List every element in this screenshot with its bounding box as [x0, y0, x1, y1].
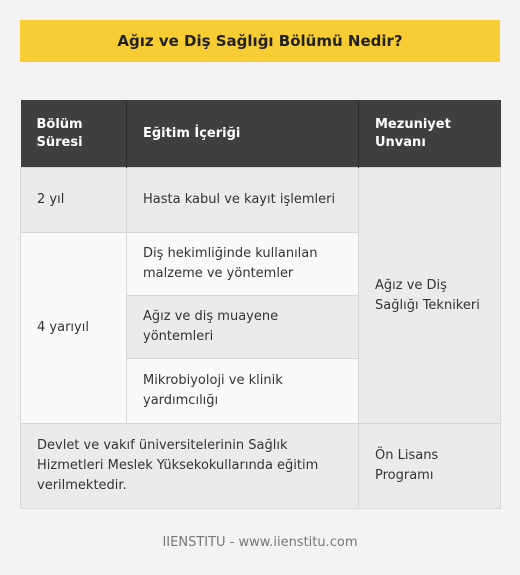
degree-cell: Ön Lisans Programı: [359, 424, 501, 509]
graduate-title-cell: Ağız ve Diş Sağlığı Teknikeri: [359, 168, 501, 424]
info-table: [20, 100, 501, 509]
title-banner: [20, 20, 500, 62]
table-header-row: [21, 100, 501, 168]
content-cell: Ağız ve diş muayene yöntemleri: [127, 296, 359, 359]
table-row: [21, 168, 501, 233]
education-note-cell: Devlet ve vakıf üniversitelerinin Sağlık Hizmetleri Meslek Yüksekokullarında eğitim verilmektedir.: [21, 424, 359, 509]
duration-cell: 2 yıl: [21, 168, 127, 233]
table-row: [21, 424, 501, 509]
page-title: Ağız ve Diş Sağlığı Bölümü Nedir?: [117, 32, 403, 50]
header-content: Eğitim İçeriği: [127, 100, 359, 168]
footer-credit: IIENSTITU - www.iienstitu.com: [162, 535, 358, 550]
content-cell: Diş hekimliğinde kullanılan malzeme ve yöntemler: [127, 233, 359, 296]
header-duration: Bölüm Süresi: [21, 100, 127, 168]
content-cell: Hasta kabul ve kayıt işlemleri: [127, 168, 359, 233]
content-cell: Mikrobiyoloji ve klinik yardımcılığı: [127, 359, 359, 424]
header-title: Mezuniyet Unvanı: [359, 100, 501, 168]
duration-cell: 4 yarıyıl: [21, 233, 127, 424]
